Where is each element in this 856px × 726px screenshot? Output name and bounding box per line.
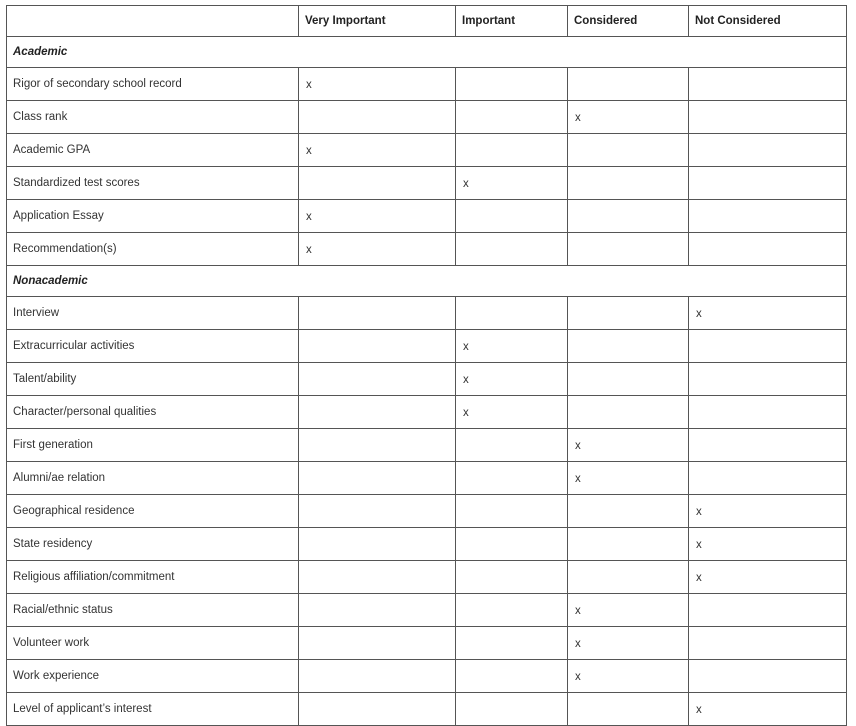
rating-mark: x xyxy=(299,134,456,167)
rating-mark: x xyxy=(689,495,847,528)
section-heading: Academic xyxy=(7,37,847,68)
rating-cell xyxy=(689,233,847,266)
factor-label: Recommendation(s) xyxy=(7,233,299,266)
factor-label: State residency xyxy=(7,528,299,561)
factor-label: Interview xyxy=(7,297,299,330)
rating-cell xyxy=(568,495,689,528)
rating-cell xyxy=(689,134,847,167)
rating-cell xyxy=(456,561,568,594)
rating-cell xyxy=(689,330,847,363)
rating-cell xyxy=(689,68,847,101)
table-row xyxy=(7,462,847,495)
table-row xyxy=(7,693,847,726)
rating-cell xyxy=(689,200,847,233)
rating-mark: x xyxy=(568,594,689,627)
header-factor xyxy=(7,6,299,37)
rating-cell xyxy=(299,627,456,660)
header-important: Important xyxy=(456,6,568,37)
factor-label: Class rank xyxy=(7,101,299,134)
rating-cell xyxy=(299,396,456,429)
rating-mark: x xyxy=(299,200,456,233)
rating-cell xyxy=(689,101,847,134)
header-considered: Considered xyxy=(568,6,689,37)
table-row xyxy=(7,233,847,266)
rating-cell xyxy=(689,396,847,429)
rating-cell xyxy=(568,363,689,396)
rating-mark: x xyxy=(568,429,689,462)
rating-cell xyxy=(568,200,689,233)
rating-cell xyxy=(456,233,568,266)
rating-cell xyxy=(299,693,456,726)
rating-cell xyxy=(456,200,568,233)
table-row xyxy=(7,134,847,167)
factor-label: Volunteer work xyxy=(7,627,299,660)
rating-cell xyxy=(456,594,568,627)
rating-mark: x xyxy=(568,660,689,693)
factor-label: Character/personal qualities xyxy=(7,396,299,429)
factor-label: Application Essay xyxy=(7,200,299,233)
factor-label: Racial/ethnic status xyxy=(7,594,299,627)
rating-mark: x xyxy=(456,330,568,363)
rating-cell xyxy=(456,627,568,660)
rating-mark: x xyxy=(456,167,568,200)
header-very-important: Very Important xyxy=(299,6,456,37)
rating-cell xyxy=(568,396,689,429)
table-row xyxy=(7,396,847,429)
rating-cell xyxy=(456,660,568,693)
rating-cell xyxy=(456,528,568,561)
table-row xyxy=(7,167,847,200)
rating-cell xyxy=(299,495,456,528)
section-row xyxy=(7,266,847,297)
rating-cell xyxy=(568,233,689,266)
factor-label: Talent/ability xyxy=(7,363,299,396)
rating-cell xyxy=(568,561,689,594)
rating-cell xyxy=(568,297,689,330)
table-row xyxy=(7,200,847,233)
rating-mark: x xyxy=(568,627,689,660)
table-row xyxy=(7,429,847,462)
rating-cell xyxy=(299,167,456,200)
rating-cell xyxy=(456,462,568,495)
rating-cell xyxy=(689,167,847,200)
table-row xyxy=(7,68,847,101)
rating-cell xyxy=(568,528,689,561)
rating-cell xyxy=(299,330,456,363)
rating-cell xyxy=(456,429,568,462)
factor-label: Religious affiliation/commitment xyxy=(7,561,299,594)
table-row xyxy=(7,660,847,693)
rating-mark: x xyxy=(689,561,847,594)
rating-cell xyxy=(299,101,456,134)
rating-cell xyxy=(299,660,456,693)
table-row xyxy=(7,330,847,363)
rating-mark: x xyxy=(456,363,568,396)
rating-cell xyxy=(456,101,568,134)
rating-mark: x xyxy=(456,396,568,429)
table-row xyxy=(7,363,847,396)
section-heading: Nonacademic xyxy=(7,266,847,297)
rating-cell xyxy=(299,462,456,495)
rating-cell xyxy=(689,627,847,660)
rating-mark: x xyxy=(568,462,689,495)
rating-cell xyxy=(299,429,456,462)
factor-label: Standardized test scores xyxy=(7,167,299,200)
rating-cell xyxy=(568,134,689,167)
table-row xyxy=(7,495,847,528)
rating-cell xyxy=(299,297,456,330)
rating-mark: x xyxy=(299,68,456,101)
rating-cell xyxy=(689,363,847,396)
factor-label: Geographical residence xyxy=(7,495,299,528)
rating-cell xyxy=(299,594,456,627)
factor-label: Alumni/ae relation xyxy=(7,462,299,495)
rating-cell xyxy=(456,693,568,726)
factor-label: First generation xyxy=(7,429,299,462)
rating-cell xyxy=(568,330,689,363)
admission-factors-table xyxy=(6,5,847,726)
rating-cell xyxy=(689,660,847,693)
rating-cell xyxy=(299,561,456,594)
table-row xyxy=(7,594,847,627)
rating-cell xyxy=(299,363,456,396)
rating-cell xyxy=(456,134,568,167)
header-not-considered: Not Considered xyxy=(689,6,847,37)
rating-mark: x xyxy=(689,693,847,726)
rating-cell xyxy=(568,167,689,200)
factor-label: Extracurricular activities xyxy=(7,330,299,363)
rating-mark: x xyxy=(689,528,847,561)
table-row xyxy=(7,627,847,660)
table-body xyxy=(7,37,847,726)
table-row xyxy=(7,101,847,134)
table-row xyxy=(7,528,847,561)
factor-label: Level of applicant’s interest xyxy=(7,693,299,726)
rating-cell xyxy=(568,68,689,101)
rating-cell xyxy=(456,297,568,330)
rating-cell xyxy=(689,462,847,495)
section-row xyxy=(7,37,847,68)
factor-label: Rigor of secondary school record xyxy=(7,68,299,101)
table-row xyxy=(7,297,847,330)
rating-cell xyxy=(689,429,847,462)
header-row xyxy=(7,6,847,37)
factor-label: Academic GPA xyxy=(7,134,299,167)
factor-label: Work experience xyxy=(7,660,299,693)
rating-cell xyxy=(456,68,568,101)
table-row xyxy=(7,561,847,594)
rating-mark: x xyxy=(299,233,456,266)
table-header xyxy=(7,6,847,37)
rating-mark: x xyxy=(568,101,689,134)
rating-cell xyxy=(689,594,847,627)
rating-cell xyxy=(456,495,568,528)
rating-cell xyxy=(568,693,689,726)
rating-mark: x xyxy=(689,297,847,330)
rating-cell xyxy=(299,528,456,561)
